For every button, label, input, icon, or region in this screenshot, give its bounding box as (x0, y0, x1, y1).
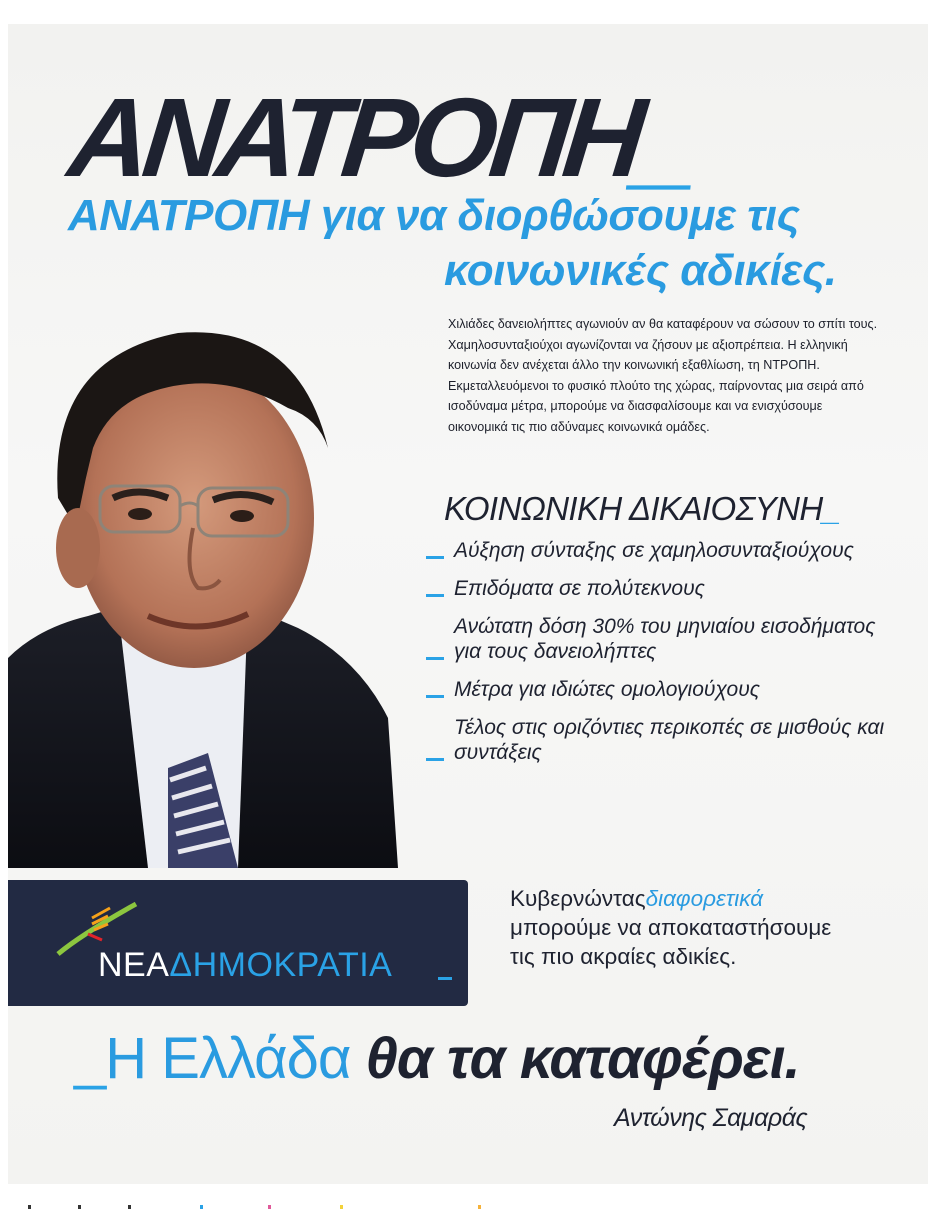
slogan (74, 1026, 800, 1091)
tagline (510, 884, 890, 971)
slogan-part1: Η Ελλάδα (105, 1026, 351, 1091)
logo-underscore (438, 977, 452, 980)
tagline-highlight: διαφορετικά (645, 886, 764, 911)
left-eye (128, 508, 152, 520)
policy-item: Ανώτατη δόση 30% του μηνιαίου εισοδήματος για τους δανειολήπτες (422, 614, 892, 664)
party-logo (8, 880, 468, 1006)
section-heading-underscore: _ (822, 490, 841, 527)
signature-name: Αντώνης Σαμαράς (614, 1104, 808, 1132)
policy-item: Μέτρα για ιδιώτες ομολογιούχους (422, 677, 892, 702)
advertisement-page (8, 24, 928, 1184)
section-heading (444, 490, 840, 528)
headline-underscore: _ (631, 75, 700, 200)
headline (63, 75, 700, 200)
tagline-line3: τις πιο ακραίες αδικίες. (510, 944, 737, 969)
subheadline-line1: ΑΝΑΤΡΟΠΗ για να διορθώσουμε τις (68, 191, 800, 240)
right-eye (230, 510, 254, 522)
policy-item: Τέλος στις οριζόντιες περικοπές σε μισθούς και συντάξεις (422, 715, 892, 765)
tagline-line1 (510, 884, 890, 913)
headline-text: ΑΝΑΤΡΟΠΗ (63, 75, 645, 200)
tagline-lead: Κυβερνώντας (510, 886, 646, 911)
policy-item: Αύξηση σύνταξης σε χαμηλοσυνταξιούχους (422, 538, 892, 563)
logo-word-dimokratia: ΔΗΜΟΚΡΑΤΙΑ (169, 946, 393, 984)
logo-wordmark (98, 948, 392, 982)
policy-list (422, 538, 892, 778)
slogan-underscore: _ (74, 1026, 106, 1091)
tagline-line2: μπορούμε να αποκαταστήσουμε (510, 915, 832, 940)
portrait-photo (8, 298, 398, 868)
subheadline-line2: κοινωνικές αδικίες. (444, 246, 837, 295)
policy-item: Επιδόματα σε πολύτεκνους (422, 576, 892, 601)
slogan-part2: θα τα καταφέρει. (365, 1026, 800, 1091)
print-registration-marks (0, 1205, 930, 1215)
logo-word-nea: ΝΕΑ (98, 946, 170, 984)
ear (56, 508, 100, 588)
section-heading-text: ΚΟΙΝΩΝΙΚΗ ΔΙΚΑΙΟΣΥΝΗ (444, 490, 823, 527)
body-paragraph: Χιλιάδες δανειολήπτες αγωνιούν αν θα καταφέρουν να σώσουν το σπίτι τους. Χαμηλοσυνταξιούχοι αγωνίζονται να ζήσουν με αξιοπρέπεια. Η ελληνική κοινωνία δεν ανέχεται άλλο την κοινωνική εξαθλίωση, τη ΝΤΡΟΠΗ. Εκμεταλλευόμενοι το φυσικό πλούτο της χώρας, παίρνοντας μια σειρά από ισοδύναμα μέτρα, μπορούμε να διασφαλίσουμε και να ενισχύσουμε οικονομικά τις πιο αδύναμες κοινωνικά ομάδες. (448, 317, 878, 434)
